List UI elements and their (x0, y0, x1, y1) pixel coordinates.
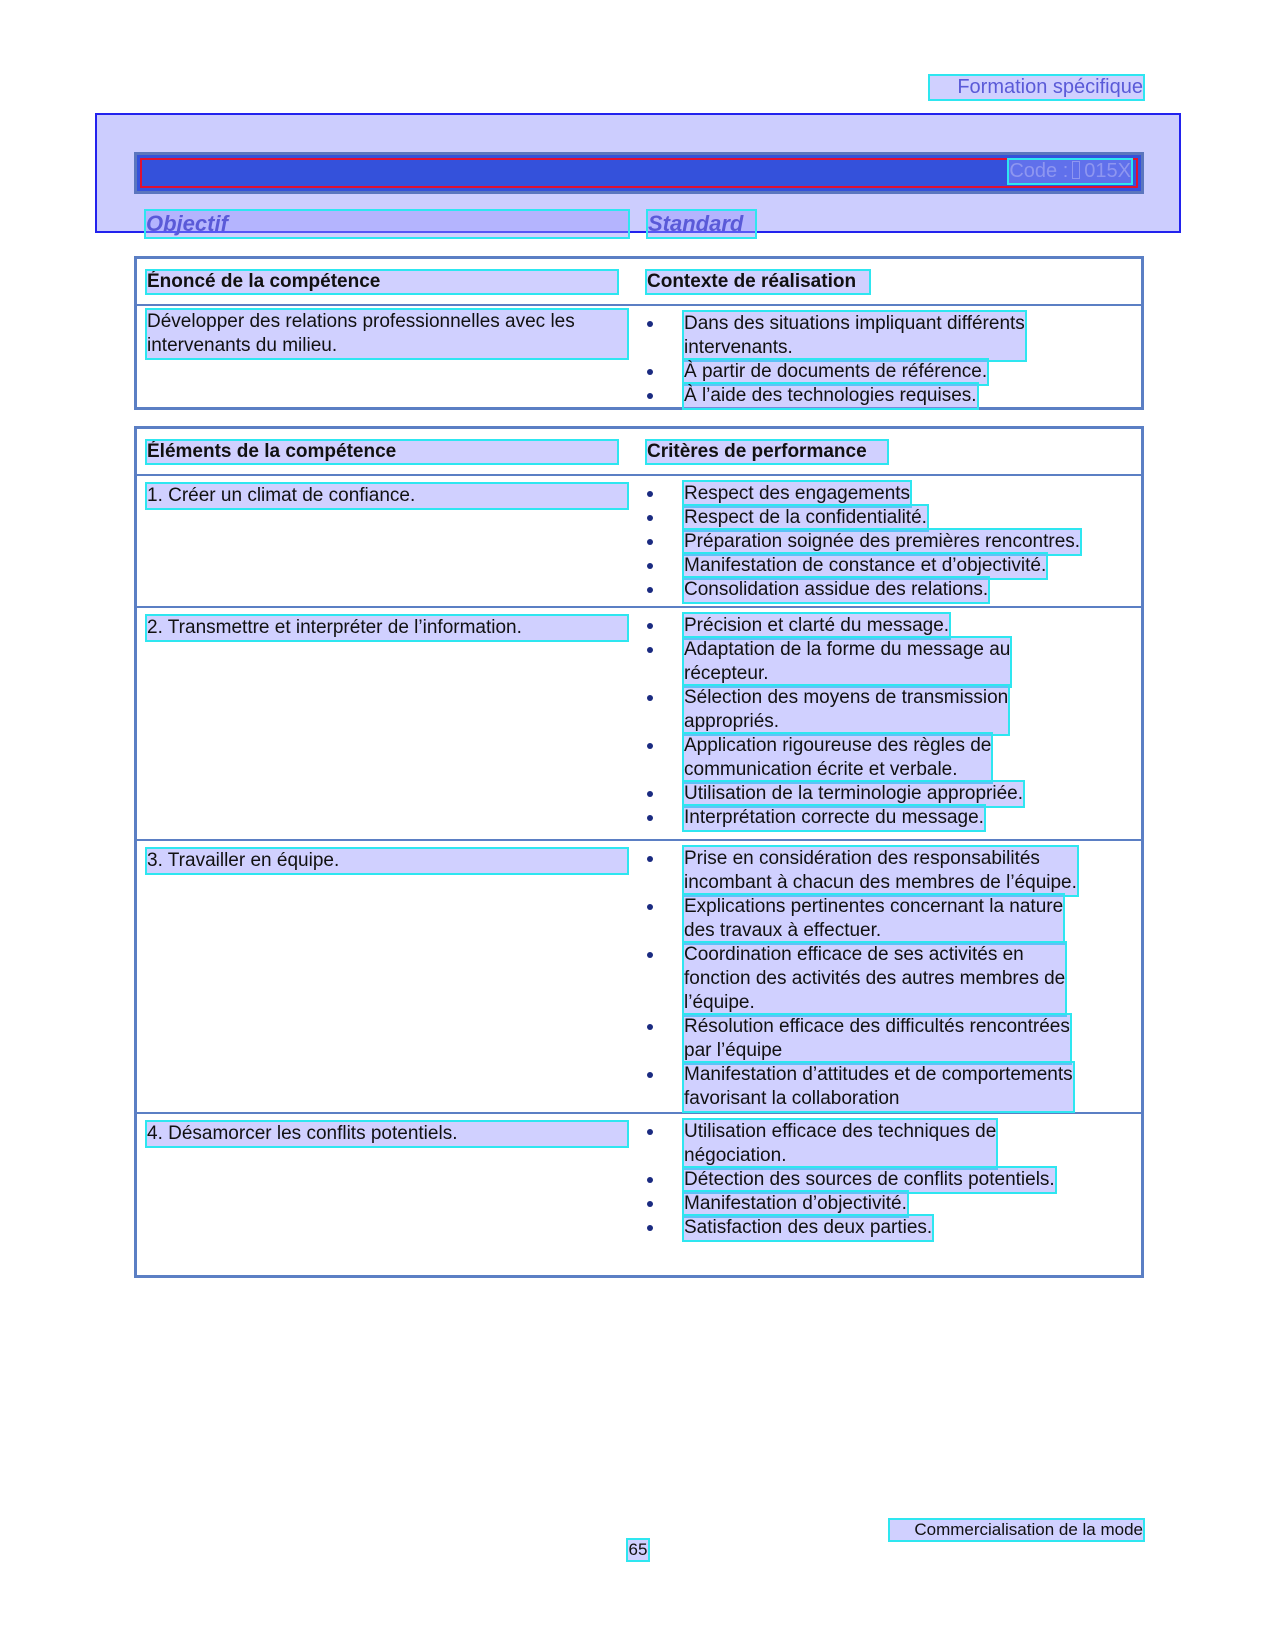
element-label: 1. Créer un climat de confiance. (147, 484, 627, 508)
statement-table (134, 256, 1144, 410)
criterion-text (684, 482, 910, 506)
criterion-text (684, 578, 988, 602)
bullet-icon (647, 1024, 653, 1030)
competency-statement (147, 310, 627, 358)
bullet-icon (647, 904, 653, 910)
criterion-text (684, 782, 1023, 806)
element-row (137, 608, 1141, 841)
bullet-icon (647, 491, 653, 497)
criterion-line: Adaptation de la forme du message au (684, 639, 1011, 660)
bullet-icon (647, 952, 653, 958)
bullet-icon (647, 623, 653, 629)
bullet-icon (647, 1129, 653, 1135)
criterion-line: Détection des sources de conflits potentiels. (684, 1169, 1055, 1190)
code-bar (134, 152, 1144, 194)
criterion-line: Manifestation d’attitudes et de comportements (684, 1064, 1073, 1085)
criterion-line: Interprétation correcte du message. (684, 807, 984, 828)
standard-heading: Standard (648, 211, 755, 237)
criterion-line: Consolidation assidue des relations. (684, 579, 989, 600)
context-header: Contexte de réalisation (647, 271, 869, 293)
criterion-text (684, 312, 1025, 360)
criterion-text (684, 734, 991, 782)
criterion-text (684, 614, 949, 638)
criterion-line: Préparation soignée des premières rencontres. (684, 531, 1081, 552)
criterion-text (684, 1120, 996, 1168)
criterion-text (684, 1015, 1070, 1063)
code-bar-frame (140, 158, 1138, 188)
criterion-text (684, 1063, 1073, 1111)
criteria-header: Critères de performance (647, 441, 887, 463)
element-label: 3. Travailler en équipe. (147, 849, 627, 873)
criterion-text (684, 1192, 907, 1216)
code-separator-box (1072, 161, 1080, 179)
bullet-icon (647, 563, 653, 569)
bullet-icon (647, 1072, 653, 1078)
criterion-line: Sélection des moyens de transmission (684, 687, 1009, 708)
criterion-text (684, 806, 984, 830)
criterion-line: Satisfaction des deux parties. (684, 1217, 933, 1238)
criterion-line: communication écrite et verbale. (684, 759, 958, 780)
criterion-text (684, 530, 1080, 554)
criterion-line: par l’équipe (684, 1040, 783, 1061)
competency-code (1009, 160, 1131, 183)
bullet-icon (647, 1177, 653, 1183)
criterion-text (684, 1216, 932, 1240)
criterion-line: Explications pertinentes concernant la nature (684, 896, 1064, 917)
bullet-icon (647, 743, 653, 749)
criterion-line: des travaux à effectuer. (684, 920, 882, 941)
bullet-icon (647, 369, 653, 375)
criterion-text (684, 638, 1010, 686)
criterion-text (684, 554, 1046, 578)
code-prefix: Code : (1009, 160, 1069, 182)
criterion-line: intervenants. (684, 337, 793, 358)
criterion-line: Prise en considération des responsabilités (684, 848, 1040, 869)
bullet-icon (647, 515, 653, 521)
bullet-icon (647, 539, 653, 545)
element-label: 4. Désamorcer les conflits potentiels. (147, 1122, 627, 1146)
criterion-line: À partir de documents de référence. (684, 361, 988, 382)
criterion-line: Résolution efficace des difficultés rencontrées (684, 1016, 1070, 1037)
bullet-icon (647, 647, 653, 653)
bullet-icon (647, 856, 653, 862)
bullet-icon (647, 321, 653, 327)
bullet-icon (647, 791, 653, 797)
element-row (137, 841, 1141, 1114)
criterion-line: Application rigoureuse des règles de (684, 735, 992, 756)
criterion-line: appropriés. (684, 711, 780, 732)
criterion-line: Précision et clarté du message. (684, 615, 950, 636)
criterion-line: Dans des situations impliquant différents (684, 313, 1025, 334)
criterion-text (684, 1168, 1055, 1192)
element-label: 2. Transmettre et interpréter de l’information. (147, 616, 627, 640)
criterion-line: Utilisation de la terminologie appropriée. (684, 783, 1024, 804)
criterion-line: Manifestation de constance et d’objectivité. (684, 555, 1047, 576)
elements-table (134, 426, 1144, 1278)
bullet-icon (647, 695, 653, 701)
elements-body (137, 476, 1141, 1242)
criterion-line: négociation. (684, 1145, 787, 1166)
criterion-line: incombant à chacun des membres de l’équipe. (684, 872, 1077, 893)
criterion-line: favorisant la collaboration (684, 1088, 900, 1109)
criterion-text (684, 384, 977, 408)
statement-line: Développer des relations professionnelles avec les (147, 311, 575, 332)
bullet-icon (647, 393, 653, 399)
element-row (137, 476, 1141, 608)
bullet-icon (647, 1225, 653, 1231)
criterion-line: Manifestation d’objectivité. (684, 1193, 907, 1214)
bullet-icon (647, 815, 653, 821)
code-value: 015X (1084, 160, 1131, 182)
bullet-icon (647, 1201, 653, 1207)
criterion-text (684, 943, 1065, 1015)
criterion-text (684, 686, 1008, 734)
criterion-text (684, 847, 1077, 895)
statement-line: intervenants du milieu. (147, 335, 338, 356)
objectif-heading: Objectif (146, 211, 628, 237)
bullet-icon (647, 587, 653, 593)
statement-header: Énoncé de la compétence (147, 271, 617, 293)
criterion-line: Respect de la confidentialité. (684, 507, 927, 528)
criterion-text (684, 360, 987, 384)
criterion-line: fonction des activités des autres membres de (684, 968, 1066, 989)
statement-table-header (137, 259, 1141, 306)
criterion-line: récepteur. (684, 663, 769, 684)
criterion-text (684, 895, 1063, 943)
statement-row (137, 306, 1141, 410)
criterion-line: Utilisation efficace des techniques de (684, 1121, 997, 1142)
elements-table-header (137, 429, 1141, 476)
criterion-line: Coordination efficace de ses activités en (684, 944, 1024, 965)
criterion-line: À l’aide des technologies requises. (684, 385, 977, 406)
criterion-line: Respect des engagements (684, 483, 911, 504)
footer-program-name: Commercialisation de la mode (890, 1520, 1143, 1540)
criterion-line: l’équipe. (684, 992, 755, 1013)
elements-header: Éléments de la compétence (147, 441, 617, 463)
page-number: 65 (628, 1540, 648, 1559)
header-section-label: Formation spécifique (930, 76, 1143, 99)
element-row (137, 1114, 1141, 1242)
criterion-text (684, 506, 927, 530)
